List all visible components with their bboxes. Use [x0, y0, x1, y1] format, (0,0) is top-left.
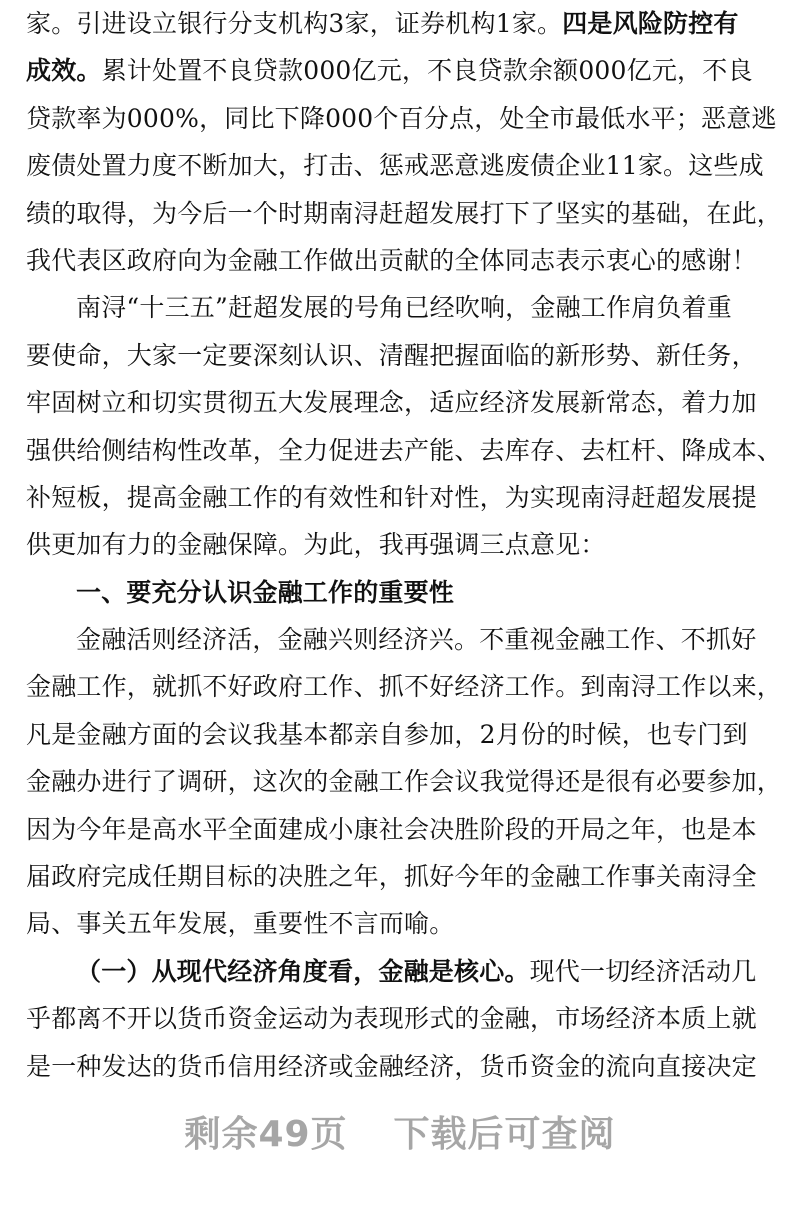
remaining-pages-label: 剩余49页 [184, 1114, 348, 1155]
section-heading: 一、要充分认识金融工作的重要性 [76, 577, 455, 607]
text-line: 因为今年是高水平全面建成小康社会决胜阶段的开局之年，也是本 [26, 814, 757, 844]
text-line: 乎都离不开以货币资金运动为表现形式的金融，市场经济本质上就 [26, 1004, 757, 1034]
text-line: 贷款率为000%，同比下降000个百分点，处全市最低水平；恶意逃 [26, 103, 777, 133]
text-line: 凡是金融方面的会议我基本都亲自参加，2月份的时候，也专门到 [26, 719, 748, 749]
text-line: 要使命，大家一定要深刻认识、清醒把握面临的新形势、新任务， [26, 340, 757, 370]
text-line: 金融工作，就抓不好政府工作、抓不好经济工作。到南浔工作以来， [26, 672, 783, 702]
download-prompt[interactable]: 下载后可查阅 [393, 1114, 616, 1155]
text-line: 强供给侧结构性改革，全力促进去产能、去库存、去杠杆、降成本、 [26, 435, 783, 465]
paragraph-start: 金融活则经济活，金融兴则经济兴。不重视金融工作、不抓好 [76, 625, 757, 655]
text-line: 绩的取得，为今后一个时期南浔赶超发展打下了坚实的基础，在此， [26, 198, 783, 228]
text-line: 是一种发达的货币信用经济或金融经济，货币资金的流向直接决定 [26, 1051, 757, 1081]
text-line: 届政府完成任期目标的决胜之年，抓好今年的金融工作事关南浔全 [26, 862, 757, 892]
text-line: 废债处置力度不断加大，打击、惩戒恶意逃废债企业11家。这些成 [26, 151, 764, 181]
paragraph-start: 南浔“十三五”赶超发展的号角已经吹响，金融工作肩负着重 [76, 293, 732, 323]
text-line: 成效。累计处置不良贷款000亿元，不良贷款余额000亿元，不良 [26, 56, 753, 86]
text-line: 供更加有力的金融保障。为此，我再强调三点意见： [26, 530, 606, 560]
remaining-pages-banner[interactable] [0, 1106, 800, 1157]
text-line: 牢固树立和切实贯彻五大发展理念，适应经济发展新常态，着力加 [26, 388, 757, 418]
subsection-paragraph: （一）从现代经济角度看，金融是核心。现代一切经济活动几 [76, 956, 757, 986]
text-line: 局、事关五年发展，重要性不言而喻。 [26, 909, 455, 939]
text-line: 金融办进行了调研，这次的金融工作会议我觉得还是很有必要参加， [26, 767, 783, 797]
text-line: 我代表区政府向为金融工作做出贡献的全体同志表示衷心的感谢！ [26, 245, 757, 275]
text-line: 家。引进设立银行分支机构3家，证券机构1家。四是风险防控有 [26, 9, 739, 38]
text-line: 补短板，提高金融工作的有效性和针对性，为实现南浔赶超发展提 [26, 482, 757, 512]
document-body [26, 0, 783, 1090]
